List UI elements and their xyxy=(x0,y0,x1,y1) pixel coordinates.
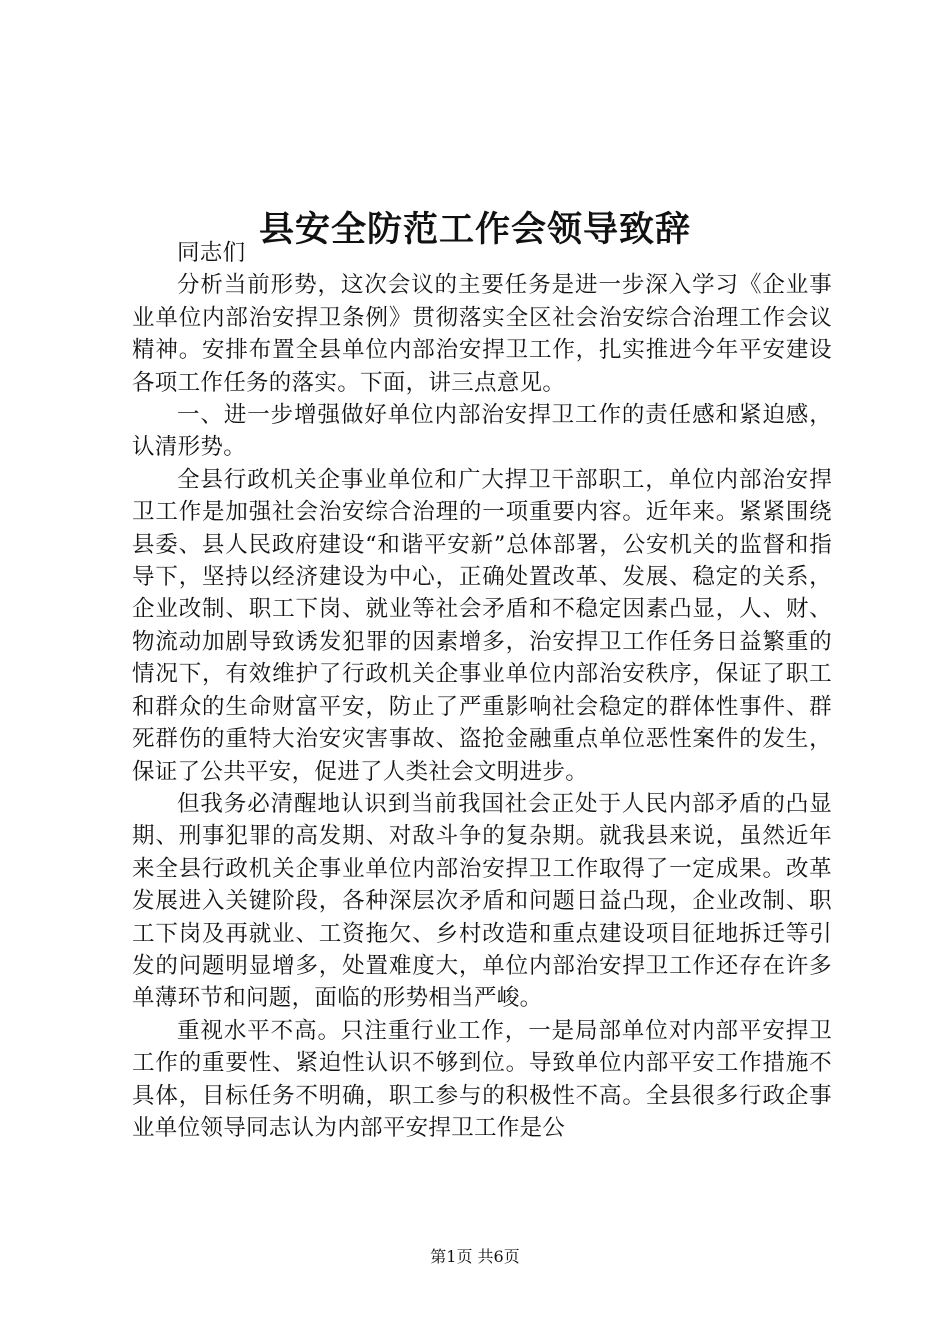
paragraph-situation: 但我务必清醒地认识到当前我国社会正处于人民内部矛盾的凸显期、刑事犯罪的高发期、对敌斗争的复杂期。就我县来说，虽然近年来全县行政机关企事业单位内部治安捍卫工作取得了一定成果。改革发展进入关键阶段，各种深层次矛盾和问题日益凸现，企业改制、职工下岗及再就业、工资拖欠、乡村改造和重点建设项目征地拆迁等引发的问题明显增多，处置难度大，单位内部治安捍卫工作还存在许多单薄环节和问题，面临的形势相当严峻。 xyxy=(132,790,832,1012)
page-footer: 第1页 共6页 xyxy=(430,1247,520,1266)
paragraph-achievements: 全县行政机关企事业单位和广大捍卫干部职工，单位内部治安捍卫工作是加强社会治安综合治理的一项重要内容。近年来。紧紧围绕县委、县人民政府建设“和谐平安新”总体部署，公安机关的监督和指导下，坚持以经济建设为中心，正确处置改革、发展、稳定的关系，企业改制、职工下岗、就业等社会矛盾和不稳定因素凸显，人、财、物流动加剧导致诱发犯罪的因素增多，治安捍卫工作任务日益繁重的情况下，有效维护了行政机关企事业单位内部治安秩序，保证了职工和群众的生命财富平安，防止了严重影响社会稳定的群体性事件、群死群伤的重特大治安灾害事故、盗抢金融重点单位恶性案件的发生，保证了公共平安，促进了人类社会文明进步。 xyxy=(132,466,832,785)
document-title: 县安全防范工作会领导致辞 xyxy=(258,209,691,251)
paragraph-intro: 分析当前形势，这次会议的主要任务是进一步深入学习《企业事业单位内部治安捍卫条例》贯彻落实全区社会治安综合治理工作会议精神。安排布置全县单位内部治安捍卫工作，扎实推进今年平安建设各项工作任务的落实。下面，讲三点意见。 xyxy=(132,272,832,396)
section-heading-1: 一、进一步增强做好单位内部治安捍卫工作的责任感和紧迫感，认清形势。 xyxy=(132,402,832,461)
greeting: 同志们 xyxy=(177,240,246,266)
document-body xyxy=(132,237,832,1144)
paragraph-problems: 重视水平不高。只注重行业工作，一是局部单位对内部平安捍卫工作的重要性、紧迫性认识不够到位。导致单位内部平安工作措施不具体，目标任务不明确，职工参与的积极性不高。全县很多行政企事业单位领导同志认为内部平安捍卫工作是公 xyxy=(132,1017,832,1141)
